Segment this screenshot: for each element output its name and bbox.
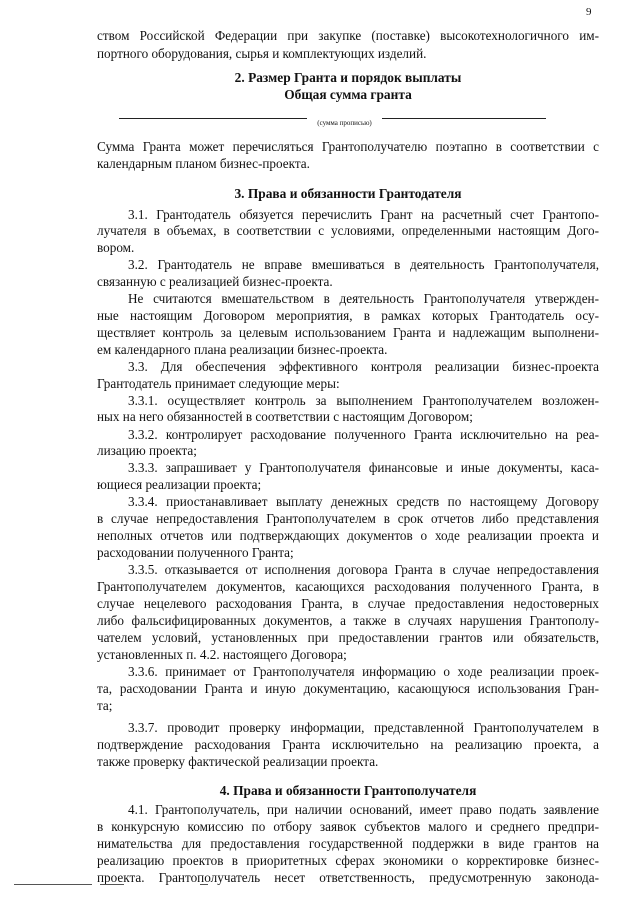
body-line: ющиеся реализации проекта; xyxy=(97,477,262,492)
body-line: реализацию проектов в приоритетных сферах экономики о корректировке бизнес- xyxy=(97,853,599,868)
body-line: Грантополучателем документов, касающихся расходования полученного Гранта, в xyxy=(97,579,599,594)
body-line: лизацию проекта; xyxy=(97,443,197,458)
body-line: та; xyxy=(97,698,113,713)
body-line: также проверку фактической реализации проекта. xyxy=(97,754,379,769)
scan-artifact xyxy=(14,884,92,885)
scan-artifact xyxy=(100,884,124,885)
body-line: 3.2. Грантодатель не вправе вмешиваться в деятельность Грантополучателя, xyxy=(128,257,599,272)
body-line: нимательства для предоставления государственной поддержки в виде грантов на xyxy=(97,836,599,851)
body-line: подтверждение расходования Гранта исключительно на реализацию проекта, а xyxy=(97,737,599,752)
sum-underline xyxy=(119,118,307,119)
body-line: 3.3.7. проводит проверку информации, представленной Грантополучателем в xyxy=(128,720,599,735)
body-line: Не считаются вмешательством в деятельность Грантополучателя утвержден- xyxy=(128,291,599,306)
body-line: 4.1. Грантополучатель, при наличии оснований, имеет право подать заявление xyxy=(128,802,599,817)
body-line: ем календарного плана реализации бизнес-проекта. xyxy=(97,342,388,357)
body-line: либо фальсифицированных документов, а также в случаях нарушения Грантополу- xyxy=(97,613,599,628)
body-line: 3.3.6. принимает от Грантополучателя информацию о ходе реализации проек- xyxy=(128,664,599,679)
body-line: 3.3.2. контролирует расходование полученного Гранта исключительно на реа- xyxy=(128,427,599,442)
sum-underline xyxy=(382,118,546,119)
body-line: 3.3.5. отказывается от исполнения договора Гранта в случае непредоставления xyxy=(128,562,599,577)
body-line: та, расходовании Гранта и иную документацию, касающуюся использования Гран- xyxy=(97,681,599,696)
body-line: в случае непредоставления Грантополучателем в срок отчетов либо представления xyxy=(97,511,599,526)
sum-caption: (сумма прописью) xyxy=(317,119,372,127)
body-line: Грантодатель принимает следующие меры: xyxy=(97,376,340,391)
body-line: проекта. Грантополучатель несет ответственность, предусмотренную законода- xyxy=(97,870,599,885)
body-line: 3.3.3. запрашивает у Грантополучателя финансовые и иные документы, каса- xyxy=(128,460,599,475)
body-line: Сумма Гранта может перечисляться Грантополучателю поэтапно в соответствии с xyxy=(97,139,599,154)
body-line: ных на него обязанностей в соответствии с настоящим Договором; xyxy=(97,409,473,424)
section-heading: 3. Права и обязанности Грантодателя xyxy=(234,186,462,201)
section-heading: 4. Права и обязанности Грантополучателя xyxy=(219,783,477,798)
body-line: ные настоящим Договором мероприятия, в рамках которых Грантодатель осу- xyxy=(97,308,599,323)
body-line: ществляет контроль за целевым использованием Гранта и надлежащим выполнени- xyxy=(97,325,599,340)
body-line: случае нецелевого расходования Гранта, в случае предоставления недостоверных xyxy=(97,596,599,611)
body-line: связанную с реализацией бизнес-проекта. xyxy=(97,274,333,289)
scan-artifact xyxy=(200,884,208,885)
body-line: ством Российской Федерации при закупке (поставке) высокотехнологичного им- xyxy=(97,28,599,43)
body-line: портного оборудования, сырья и комплектующих изделий. xyxy=(97,46,427,61)
body-line: 3.3.4. приостанавливает выплату денежных средств по настоящему Договору xyxy=(128,494,599,509)
body-line: 3.1. Грантодатель обязуется перечислить Грант на расчетный счет Грантопо- xyxy=(128,207,599,222)
body-line: неполных отчетов или подтверждающих документов о ходе реализации проекта и xyxy=(97,528,599,543)
body-line: установленных п. 4.2. настоящего Договора; xyxy=(97,647,347,662)
body-line: лучателя в объемах, в соответствии с условиями, определенными настоящим Дого- xyxy=(97,223,599,238)
body-line: вором. xyxy=(97,240,135,255)
body-line: расходовании полученного Гранта; xyxy=(97,545,294,560)
body-line: календарным планом бизнес-проекта. xyxy=(97,156,310,171)
section-subheading: Общая сумма гранта xyxy=(284,87,412,102)
body-line: 3.3. Для обеспечения эффективного контроля реализации бизнес-проекта xyxy=(128,359,599,374)
body-line: в конкурсную комиссию по отбору заявок субъектов малого и среднего предпри- xyxy=(97,819,599,834)
body-line: 3.3.1. осуществляет контроль за выполнением Грантополучателем возложен- xyxy=(128,393,599,408)
page-number: 9 xyxy=(586,6,592,18)
section-heading: 2. Размер Гранта и порядок выплаты xyxy=(234,70,462,85)
body-line: чателем условий, установленных при предоставлении грантов или обязательств, xyxy=(97,630,599,645)
